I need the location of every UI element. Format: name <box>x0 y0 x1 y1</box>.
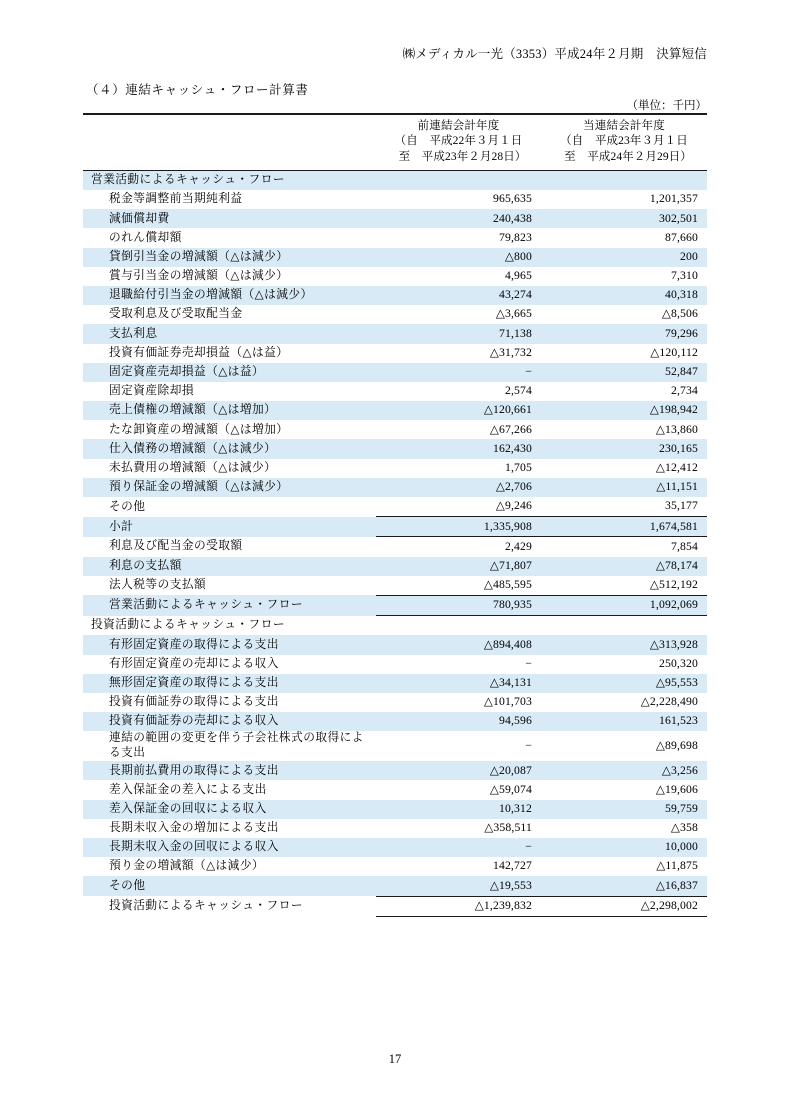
row-label: 受取利息及び受取配当金 <box>109 307 243 321</box>
table-row <box>83 209 707 228</box>
value-previous-period: △59,074 <box>376 780 541 799</box>
row-label-cell <box>83 780 376 799</box>
table-row <box>83 780 707 799</box>
table-row <box>83 190 707 209</box>
value-previous-period: △9,246 <box>376 497 541 517</box>
value-previous-period: △358,511 <box>376 819 541 838</box>
row-label: 賞与引当金の増減額（△は減少） <box>109 269 289 283</box>
table-row <box>83 876 707 896</box>
row-label: 預り保証金の増減額（△は減少） <box>109 480 289 494</box>
table-row <box>83 248 707 267</box>
table-row <box>83 731 707 761</box>
value-current-period: 10,000 <box>541 838 707 857</box>
value-previous-period <box>376 616 541 636</box>
value-previous-period: − <box>376 363 541 382</box>
value-current-period: △16,837 <box>541 876 707 896</box>
value-previous-period <box>376 170 541 190</box>
row-label: 差入保証金の回収による収入 <box>109 801 267 815</box>
row-label-cell <box>83 838 376 857</box>
row-label: 長期未収入金の増加による支出 <box>109 821 279 835</box>
value-previous-period: 1,705 <box>376 459 541 478</box>
row-label: 利息の支払額 <box>109 558 182 572</box>
row-label: 貸倒引当金の増減額（△は減少） <box>109 249 289 263</box>
document-header-line: ㈱メディカル一光（3353）平成24年２月期 決算短信 <box>402 47 707 61</box>
curr-period-to: 至 平成24年２月29日） <box>564 150 692 163</box>
value-previous-period: △485,595 <box>376 576 541 596</box>
table-row <box>83 537 707 557</box>
page-number: 17 <box>388 1052 402 1066</box>
table-row <box>83 363 707 382</box>
table-row <box>83 170 707 190</box>
row-label: のれん償却額 <box>109 230 182 244</box>
row-label: 売上債権の増減額（△は増加） <box>109 403 277 417</box>
row-label-cell <box>83 363 376 382</box>
table-row <box>83 557 707 576</box>
table-row <box>83 420 707 439</box>
value-current-period: 302,501 <box>541 209 707 228</box>
row-label: 無形固定資産の取得による支出 <box>109 676 279 689</box>
table-row <box>83 497 707 517</box>
value-previous-period: 71,138 <box>376 324 541 343</box>
row-label: たな卸資産の増減額（△は増加） <box>109 422 289 436</box>
value-current-period: △78,174 <box>541 557 707 576</box>
value-previous-period: △34,131 <box>376 674 541 693</box>
row-label-cell <box>83 731 376 761</box>
row-label-cell <box>83 190 376 209</box>
row-label: 投資有価証券の売却による収入 <box>109 714 279 728</box>
cash-flow-statement-table <box>83 113 707 917</box>
row-label-cell <box>83 517 376 537</box>
value-current-period: 1,201,357 <box>541 190 707 209</box>
prev-period-from: （自 平成22年３月１日 <box>394 135 523 148</box>
table-body <box>83 170 707 916</box>
value-previous-period: 43,274 <box>376 286 541 305</box>
value-previous-period: △20,087 <box>376 761 541 780</box>
row-label: 預り金の増減額（△は減少） <box>109 859 265 873</box>
row-label-cell <box>83 497 376 517</box>
table-row <box>83 674 707 693</box>
table-row <box>83 267 707 286</box>
value-current-period: 79,296 <box>541 324 707 343</box>
value-current-period: 7,854 <box>541 537 707 557</box>
table-row <box>83 305 707 324</box>
value-current-period: △95,553 <box>541 674 707 693</box>
row-label: 法人税等の支払額 <box>109 578 207 592</box>
value-current-period: △120,112 <box>541 344 707 363</box>
row-label-cell <box>83 439 376 458</box>
table-row <box>83 517 707 537</box>
value-current-period: △313,928 <box>541 635 707 654</box>
row-label: 長期未収入金の回収による収入 <box>109 840 279 854</box>
row-label-cell <box>83 324 376 343</box>
row-label-cell <box>83 576 376 596</box>
row-label-cell <box>83 655 376 674</box>
cash-flow-table-wrapper <box>83 113 707 917</box>
value-current-period: 250,320 <box>541 655 707 674</box>
row-label: 有形固定資産の取得による支出 <box>109 637 279 651</box>
row-label-cell <box>83 478 376 497</box>
row-label-cell <box>83 595 376 615</box>
row-label: 営業活動によるキャッシュ・フロー <box>91 173 285 187</box>
value-previous-period: − <box>376 731 541 761</box>
table-row <box>83 857 707 876</box>
value-previous-period: △3,665 <box>376 305 541 324</box>
value-current-period: 7,310 <box>541 267 707 286</box>
row-label-cell <box>83 459 376 478</box>
table-row <box>83 595 707 615</box>
value-previous-period: 2,574 <box>376 382 541 401</box>
table-row <box>83 459 707 478</box>
value-previous-period: 965,635 <box>376 190 541 209</box>
row-label: 有形固定資産の売却による収入 <box>109 656 279 670</box>
row-label-cell <box>83 896 376 916</box>
row-label-cell <box>83 401 376 420</box>
row-label: 営業活動によるキャッシュ・フロー <box>109 598 303 612</box>
table-row <box>83 712 707 731</box>
table-row <box>83 655 707 674</box>
value-previous-period: △19,553 <box>376 876 541 896</box>
table-row <box>83 819 707 838</box>
table-row <box>83 838 707 857</box>
value-previous-period: △894,408 <box>376 635 541 654</box>
table-row <box>83 439 707 458</box>
value-previous-period: △71,807 <box>376 557 541 576</box>
column-header-current-period <box>541 114 707 170</box>
row-label-cell <box>83 819 376 838</box>
row-label-cell <box>83 382 376 401</box>
value-previous-period: △2,706 <box>376 478 541 497</box>
value-current-period: △512,192 <box>541 576 707 596</box>
table-row <box>83 896 707 916</box>
value-current-period: 52,847 <box>541 363 707 382</box>
row-label: 投資活動によるキャッシュ・フロー <box>109 898 303 912</box>
value-previous-period: △31,732 <box>376 344 541 363</box>
row-label-cell <box>83 557 376 576</box>
row-label: 差入保証金の差入による支出 <box>109 782 267 796</box>
row-label-cell <box>83 248 376 267</box>
value-previous-period: △101,703 <box>376 693 541 712</box>
table-row <box>83 616 707 636</box>
value-previous-period: 142,727 <box>376 857 541 876</box>
row-label-cell <box>83 286 376 305</box>
value-previous-period: − <box>376 655 541 674</box>
value-current-period: 59,759 <box>541 800 707 819</box>
value-current-period: △12,412 <box>541 459 707 478</box>
table-row <box>83 635 707 654</box>
value-current-period: △358 <box>541 819 707 838</box>
row-label: 固定資産売却損益（△は益） <box>109 365 265 378</box>
value-current-period: △2,228,490 <box>541 693 707 712</box>
value-previous-period: 2,429 <box>376 537 541 557</box>
row-label: 退職給付引当金の増減額（△は減少） <box>109 288 313 302</box>
value-current-period: 161,523 <box>541 712 707 731</box>
value-previous-period: 79,823 <box>376 228 541 247</box>
table-row <box>83 401 707 420</box>
row-label: 投資活動によるキャッシュ・フロー <box>91 618 285 632</box>
table-row <box>83 382 707 401</box>
value-previous-period: △67,266 <box>376 420 541 439</box>
row-label: 未払費用の増減額（△は減少） <box>109 460 277 474</box>
row-label: 税金等調整前当期純利益 <box>109 192 243 206</box>
value-current-period: 2,734 <box>541 382 707 401</box>
value-previous-period: 240,438 <box>376 209 541 228</box>
curr-period-from: （自 平成23年３月１日 <box>560 135 688 148</box>
row-label-cell <box>83 635 376 654</box>
table-row <box>83 478 707 497</box>
column-header-previous-period <box>376 114 541 170</box>
row-label: その他 <box>109 878 146 892</box>
row-label-cell <box>83 420 376 439</box>
value-current-period: 40,318 <box>541 286 707 305</box>
prev-period-title: 前連結会計年度 <box>417 120 500 132</box>
table-row <box>83 324 707 343</box>
unit-note: （単位：千円） <box>626 100 707 112</box>
value-current-period <box>541 170 707 190</box>
row-label: 支払利息 <box>109 326 158 340</box>
row-label-cell <box>83 267 376 286</box>
value-current-period: △11,151 <box>541 478 707 497</box>
row-label: 固定資産除却損 <box>109 384 194 398</box>
row-label: 長期前払費用の取得による支出 <box>109 763 279 777</box>
value-previous-period: 94,596 <box>376 712 541 731</box>
value-current-period: 35,177 <box>541 497 707 517</box>
table-row <box>83 800 707 819</box>
value-current-period: △11,875 <box>541 857 707 876</box>
value-previous-period: △1,239,832 <box>376 896 541 916</box>
row-label-cell <box>83 344 376 363</box>
curr-period-title: 当連結会計年度 <box>583 120 665 132</box>
value-current-period: 230,165 <box>541 439 707 458</box>
value-current-period: 1,674,581 <box>541 517 707 537</box>
value-current-period: 87,660 <box>541 228 707 247</box>
row-label-cell <box>83 693 376 712</box>
value-current-period: △8,506 <box>541 305 707 324</box>
row-label: 減価償却費 <box>109 211 170 225</box>
table-row <box>83 693 707 712</box>
row-label-cell <box>83 537 376 557</box>
row-label-cell <box>83 857 376 876</box>
prev-period-to: 至 平成23年２月28日） <box>398 150 527 163</box>
table-row <box>83 286 707 305</box>
row-label: 仕入債務の増減額（△は減少） <box>109 441 277 455</box>
value-current-period: 1,092,069 <box>541 595 707 615</box>
value-previous-period: 10,312 <box>376 800 541 819</box>
row-label-cell <box>83 876 376 896</box>
value-current-period <box>541 616 707 636</box>
column-header-label <box>83 114 376 170</box>
row-label-cell <box>83 305 376 324</box>
table-row <box>83 344 707 363</box>
section-title: （４）連結キャッシュ・フロー計算書 <box>86 83 309 97</box>
value-current-period: △19,606 <box>541 780 707 799</box>
value-previous-period: − <box>376 838 541 857</box>
value-current-period: △2,298,002 <box>541 896 707 916</box>
row-label-cell <box>83 761 376 780</box>
row-label: 連結の範囲の変更を伴う子会社株式の取得による支出 <box>109 731 364 760</box>
row-label-cell <box>83 800 376 819</box>
row-label: 投資有価証券売却損益（△は益） <box>109 345 289 359</box>
value-previous-period: 1,335,908 <box>376 517 541 537</box>
table-head <box>83 114 707 170</box>
table-header-row <box>83 114 707 170</box>
row-label-cell <box>83 209 376 228</box>
row-label: 投資有価証券の取得による支出 <box>109 695 279 709</box>
value-current-period: △89,698 <box>541 731 707 761</box>
row-label-cell <box>83 674 376 693</box>
value-current-period: △13,860 <box>541 420 707 439</box>
value-current-period: 200 <box>541 248 707 267</box>
table-row <box>83 228 707 247</box>
row-label: その他 <box>109 499 146 513</box>
row-label: 利息及び配当金の受取額 <box>109 539 243 553</box>
row-label-cell <box>83 170 376 190</box>
value-previous-period: △800 <box>376 248 541 267</box>
table-row <box>83 761 707 780</box>
value-previous-period: △120,661 <box>376 401 541 420</box>
value-current-period: △3,256 <box>541 761 707 780</box>
value-previous-period: 162,430 <box>376 439 541 458</box>
value-previous-period: 780,935 <box>376 595 541 615</box>
row-label-cell <box>83 616 376 636</box>
value-previous-period: 4,965 <box>376 267 541 286</box>
row-label-cell <box>83 712 376 731</box>
value-current-period: △198,942 <box>541 401 707 420</box>
row-label: 小計 <box>109 519 134 533</box>
row-label-cell <box>83 228 376 247</box>
table-row <box>83 576 707 596</box>
